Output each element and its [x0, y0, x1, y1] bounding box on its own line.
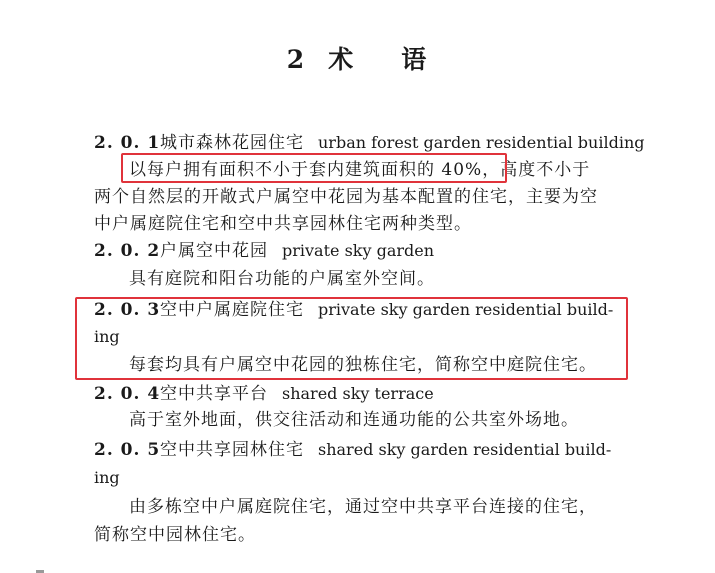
term-body-line: 简称空中园林住宅。: [94, 525, 256, 545]
term-name-zh: 户属空中花园: [160, 241, 268, 261]
term-body-line: 每套均具有户属空中花园的独栋住宅，简称空中庭院住宅。: [129, 355, 597, 375]
term-body-line: 由多栋空中户属庭院住宅，通过空中共享平台连接的住宅，: [129, 497, 597, 517]
term-heading-2-0-4: [94, 383, 434, 405]
term-number: 2. 0. 2: [94, 241, 161, 261]
term-name-zh: 空中户属庭院住宅: [160, 300, 304, 320]
term-body-line: 两个自然层的开敞式户属空中花园为基本配置的住宅，主要为空: [94, 187, 598, 207]
chapter-title-char-1: 术: [328, 45, 356, 74]
chapter-number: 2: [286, 45, 307, 74]
term-name-zh: 城市森林花园住宅: [160, 133, 304, 153]
term-name-en: shared sky garden residential build-: [318, 440, 612, 459]
term-body-line: 以每户拥有面积不小于套内建筑面积的 40%，高度不小于: [129, 160, 591, 180]
term-name-zh: 空中共享平台: [160, 384, 268, 404]
chapter-title-char-2: 语: [401, 45, 429, 74]
term-number: 2. 0. 3: [94, 300, 161, 320]
term-name-en: urban forest garden residential building: [318, 133, 645, 152]
term-name-zh: 空中共享园林住宅: [160, 440, 304, 460]
term-body-line: 中户属庭院住宅和空中共享园林住宅两种类型。: [94, 214, 472, 234]
term-name-en-continuation: ing: [94, 468, 120, 487]
term-name-en: private sky garden residential build-: [318, 300, 614, 319]
term-name-en: shared sky terrace: [282, 384, 434, 403]
term-number: 2. 0. 1: [94, 133, 161, 153]
term-number: 2. 0. 5: [94, 440, 161, 460]
term-heading-2-0-1: [94, 132, 645, 154]
term-body-line: 具有庭院和阳台功能的户属室外空间。: [129, 269, 435, 289]
chapter-heading: [0, 40, 715, 76]
term-name-en: private sky garden: [282, 241, 435, 260]
term-heading-2-0-3: [94, 299, 613, 321]
term-name-en-continuation: ing: [94, 327, 120, 346]
term-heading-2-0-5: [94, 439, 611, 461]
term-body-line: 高于室外地面，供交往活动和连通功能的公共室外场地。: [129, 410, 579, 430]
term-heading-2-0-2: [94, 240, 434, 262]
term-number: 2. 0. 4: [94, 384, 161, 404]
